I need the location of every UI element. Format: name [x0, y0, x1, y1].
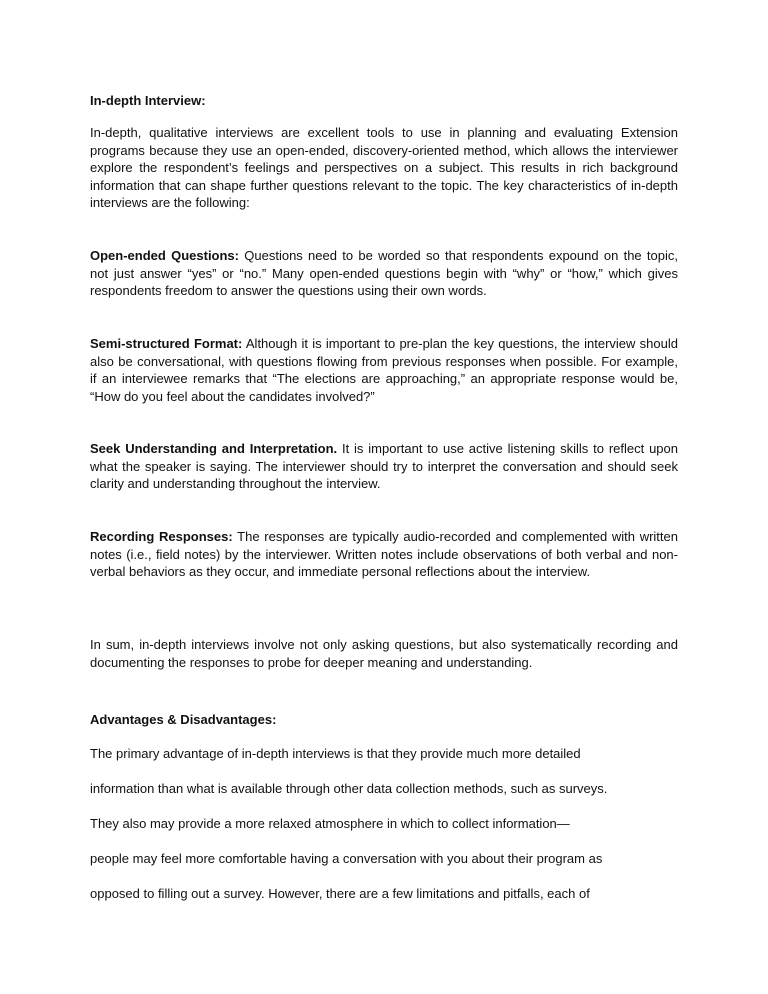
paragraph-semi-structured-format	[90, 335, 678, 405]
heading-advantages-disadvantages: Advantages & Disadvantages:	[90, 712, 277, 727]
advantages-line-4: people may feel more comfortable having a conversation with you about their program as	[90, 851, 603, 866]
paragraph-summary: In sum, in-depth interviews involve not only asking questions, but also systematically recording and documenting the responses to probe for deeper meaning and understanding.	[90, 637, 678, 670]
paragraph-seek-understanding	[90, 440, 678, 493]
advantages-line-3: They also may provide a more relaxed atmosphere in which to collect information—	[90, 816, 570, 831]
text-semi-structured-format: Although it is important to pre-plan the key questions, the interview should also be conversational, with questions flowing from previous responses when possible. For example, if an interviewee remarks that “The elections are approaching,” an appropriate response would be, “How do you feel about the candidates involved?”	[90, 336, 678, 404]
label-semi-structured-format: Semi-structured Format:	[90, 336, 243, 351]
advantages-line-5: opposed to filling out a survey. However, there are a few limitations and pitfalls, each of	[90, 886, 590, 901]
paragraph-recording-responses	[90, 528, 678, 581]
heading-in-depth-interview: In-depth Interview:	[90, 93, 206, 108]
advantages-line-1: The primary advantage of in-depth interviews is that they provide much more detailed	[90, 746, 581, 761]
text-open-ended-questions: Questions need to be worded so that respondents expound on the topic, not just answer “yes” or “no.” Many open-ended questions begin with “why” or “how,” which gives respondents freedom to answer the questions using their own words.	[90, 248, 678, 298]
paragraph-intro: In-depth, qualitative interviews are excellent tools to use in planning and evaluating Extension programs because they use an open-ended, discovery-oriented method, which allows the interviewer explore the respondent’s feelings and perspectives on a subject. This results in rich background information that can shape further questions relevant to the topic. The key characteristics of in-depth interviews are the following:	[90, 125, 678, 210]
text-recording-responses: The responses are typically audio-recorded and complemented with written notes (i.e., field notes) by the interviewer. Written notes include observations of both verbal and non-verbal behaviors as they occur, and immediate personal reflections about the interview.	[90, 529, 678, 579]
label-seek-understanding: Seek Understanding and Interpretation.	[90, 441, 338, 456]
text-seek-understanding: It is important to use active listening skills to reflect upon what the speaker is saying. The interviewer should try to interpret the conversation and should seek clarity and understanding throughout the interview.	[90, 441, 678, 491]
paragraph-open-ended-questions	[90, 247, 678, 300]
label-open-ended-questions: Open-ended Questions:	[90, 248, 239, 263]
advantages-line-2: information than what is available through other data collection methods, such as surveys.	[90, 781, 608, 796]
label-recording-responses: Recording Responses:	[90, 529, 233, 544]
